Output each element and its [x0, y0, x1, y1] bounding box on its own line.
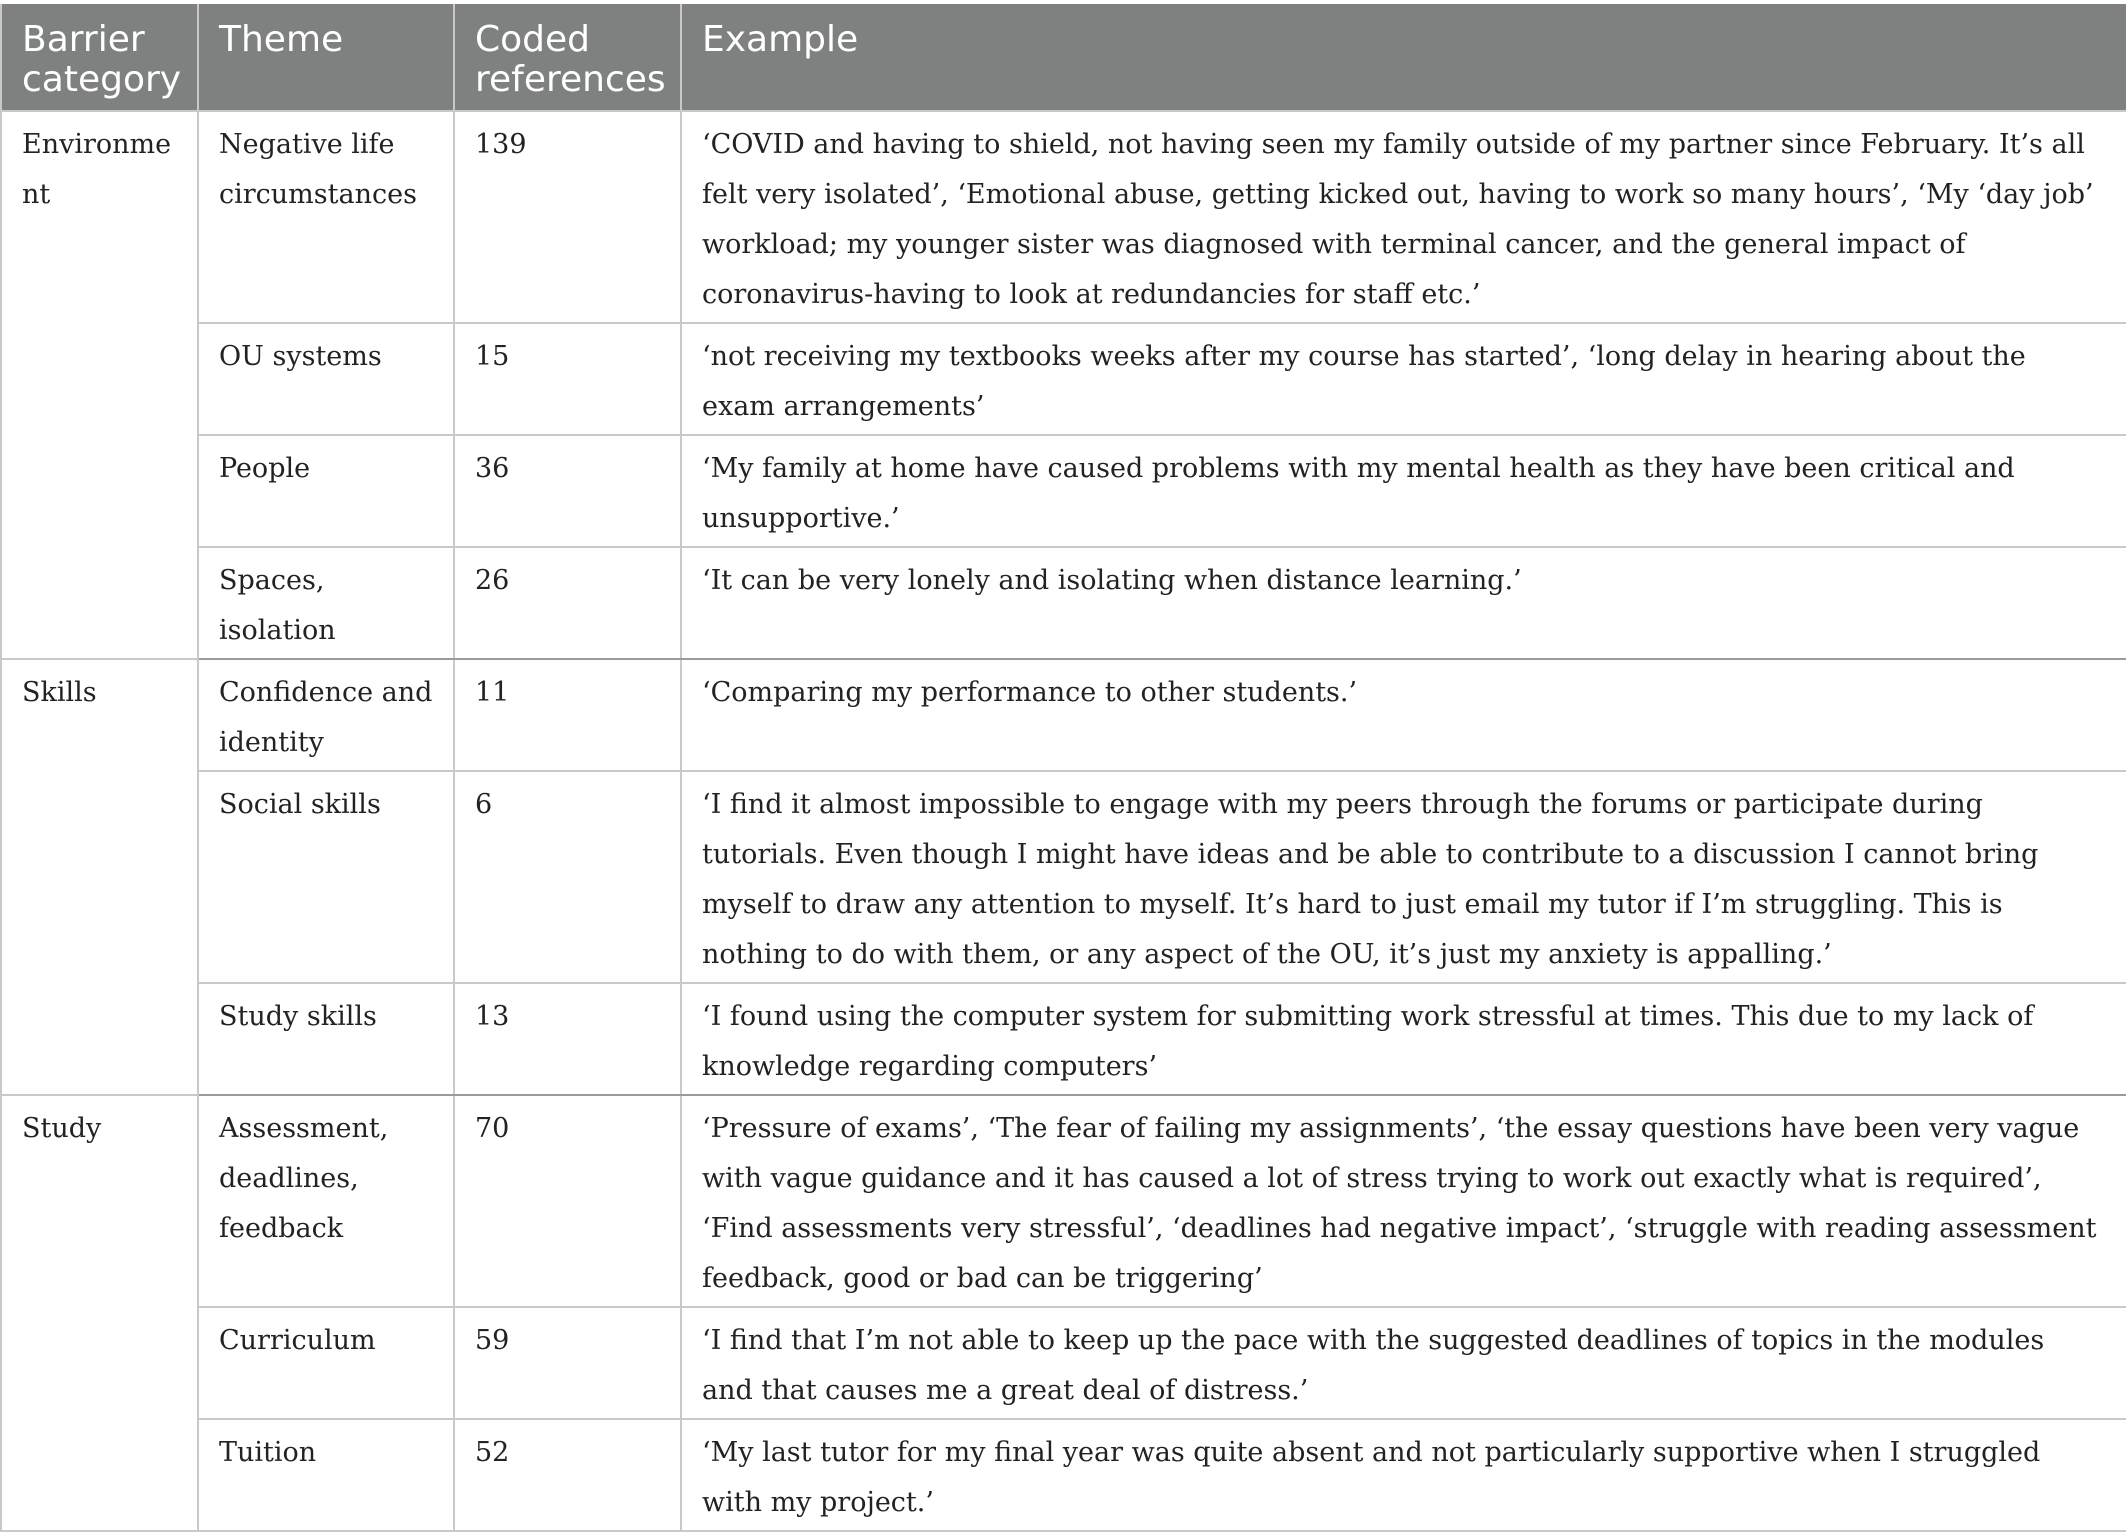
table-row [1, 323, 2126, 435]
refs-cell: 15 [454, 323, 681, 435]
table-row [1, 435, 2126, 547]
barriers-table [0, 4, 2126, 1532]
refs-cell: 11 [454, 659, 681, 771]
table-body [1, 111, 2126, 1531]
table-row [1, 1095, 2126, 1307]
barriers-table-container [0, 4, 2126, 1532]
theme-cell: Confidence and identity [198, 659, 454, 771]
table-row [1, 771, 2126, 983]
refs-cell: 36 [454, 435, 681, 547]
example-cell: ‘not receiving my textbooks weeks after my course has started’, ‘long delay in hearing about the exam arrangements’ [681, 323, 2126, 435]
example-cell: ‘Pressure of exams’, ‘The fear of failing my assignments’, ‘the essay questions have been very vague with vague guidance and it has caused a lot of stress trying to work out exactly what is required’, ‘Find assessments very stressful’, ‘deadlines had negative impact’, ‘struggle with reading assessment feedback, good or bad can be triggering’ [681, 1095, 2126, 1307]
theme-cell: Study skills [198, 983, 454, 1095]
theme-cell: People [198, 435, 454, 547]
theme-cell: Tuition [198, 1419, 454, 1531]
category-cell: Environment [1, 111, 198, 659]
example-cell: ‘It can be very lonely and isolating when distance learning.’ [681, 547, 2126, 659]
table-header [1, 4, 2126, 111]
example-cell: ‘My family at home have caused problems with my mental health as they have been critical and unsupportive.’ [681, 435, 2126, 547]
theme-cell: Negative life circumstances [198, 111, 454, 323]
table-row [1, 659, 2126, 771]
header-row [1, 4, 2126, 111]
category-cell: Skills [1, 659, 198, 1095]
example-cell: ‘I find it almost impossible to engage with my peers through the forums or participate during tutorials. Even though I might have ideas and be able to contribute to a discussion I cannot bring myself to draw any attention to myself. It’s hard to just email my tutor if I’m struggling. This is nothing to do with them, or any aspect of the OU, it’s just my anxiety is appalling.’ [681, 771, 2126, 983]
refs-cell: 6 [454, 771, 681, 983]
table-row [1, 1307, 2126, 1419]
example-cell: ‘COVID and having to shield, not having seen my family outside of my partner since February. It’s all felt very isolated’, ‘Emotional abuse, getting kicked out, having to work so many hours’, ‘My ‘day job’ workload; my younger sister was diagnosed with terminal cancer, and the general impact of coronavirus-having to look at redundancies for staff etc.’ [681, 111, 2126, 323]
category-cell: Study [1, 1095, 198, 1531]
refs-cell: 52 [454, 1419, 681, 1531]
theme-cell: Assessment, deadlines, feedback [198, 1095, 454, 1307]
header-example: Example [681, 4, 2126, 111]
refs-cell: 26 [454, 547, 681, 659]
table-row [1, 547, 2126, 659]
refs-cell: 59 [454, 1307, 681, 1419]
header-coded-references: Coded references [454, 4, 681, 111]
theme-cell: OU systems [198, 323, 454, 435]
example-cell: ‘I found using the computer system for submitting work stressful at times. This due to my lack of knowledge regarding computers’ [681, 983, 2126, 1095]
refs-cell: 70 [454, 1095, 681, 1307]
table-row [1, 1419, 2126, 1531]
example-cell: ‘Comparing my performance to other students.’ [681, 659, 2126, 771]
theme-cell: Social skills [198, 771, 454, 983]
table-row [1, 111, 2126, 323]
header-barrier-category: Barrier category [1, 4, 198, 111]
refs-cell: 139 [454, 111, 681, 323]
theme-cell: Curriculum [198, 1307, 454, 1419]
header-theme: Theme [198, 4, 454, 111]
example-cell: ‘My last tutor for my final year was quite absent and not particularly supportive when I struggled with my project.’ [681, 1419, 2126, 1531]
refs-cell: 13 [454, 983, 681, 1095]
table-row [1, 983, 2126, 1095]
example-cell: ‘I find that I’m not able to keep up the pace with the suggested deadlines of topics in the modules and that causes me a great deal of distress.’ [681, 1307, 2126, 1419]
theme-cell: Spaces, isolation [198, 547, 454, 659]
